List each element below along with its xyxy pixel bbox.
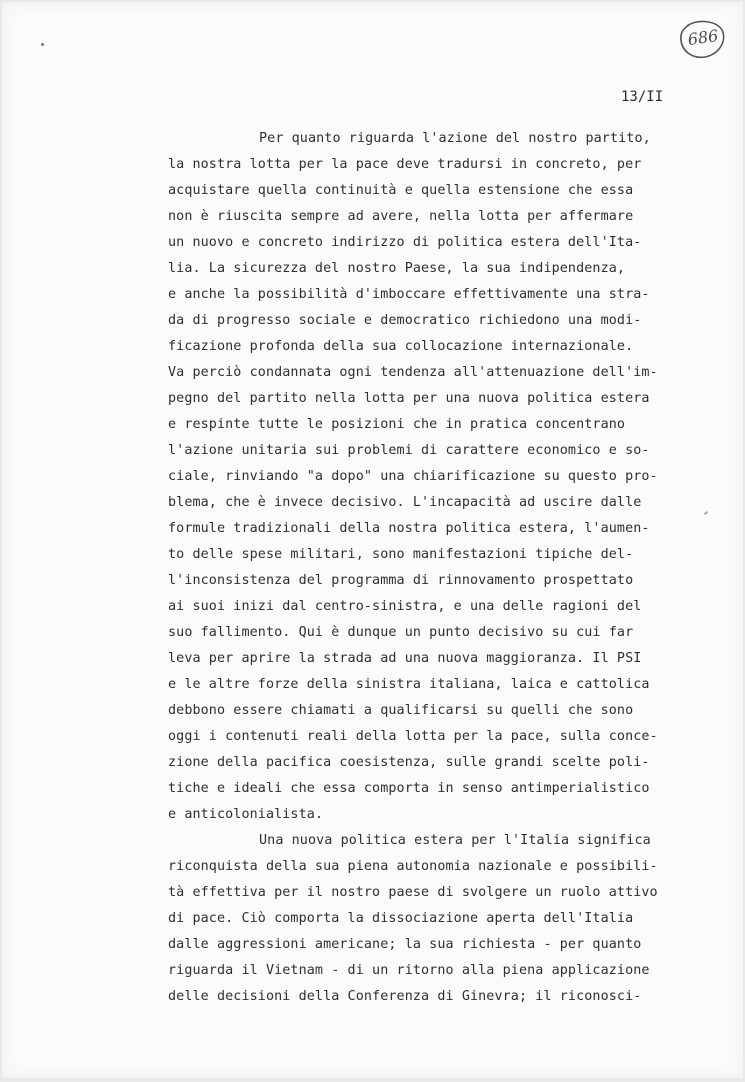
text-line: acquistare quella continuità e quella estensione che essa (168, 183, 634, 198)
text-line: formule tradizionali della nostra politica estera, l'aumen- (168, 521, 650, 536)
text-line: ficazione profonda della sua collocazione internazionale. (168, 339, 634, 354)
text-line: un nuovo e concreto indirizzo di politica estera dell'Ita- (168, 235, 642, 250)
body-text (2, 2, 743, 1078)
text-line: e respinte tutte le posizioni che in pratica concentrano (168, 417, 626, 432)
text-line: di pace. Ciò comporta la dissociazione aperta dell'Italia (168, 911, 634, 926)
text-line: Per quanto riguarda l'azione del nostro partito, (259, 131, 651, 146)
text-line: to delle spese militari, sono manifestazioni tipiche del- (168, 547, 634, 562)
text-line: debbono essere chiamati a qualificarsi su quelli che sono (168, 703, 634, 718)
text-line: Va perciò condannata ogni tendenza all'attenuazione dell'im- (168, 365, 658, 380)
page-number: 13/II (621, 89, 664, 105)
text-line: tà effettiva per il nostro paese di svolgere un ruolo attivo (168, 885, 658, 900)
text-line: riconquista della sua piena autonomia nazionale e possibili- (168, 859, 658, 874)
text-line: e anticolonialista. (168, 807, 324, 822)
text-line: dalle aggressioni americane; la sua richiesta - per quanto (168, 937, 642, 952)
text-line: delle decisioni della Conferenza di Ginevra; il riconosci- (168, 989, 642, 1004)
text-line: oggi i contenuti reali della lotta per la pace, sulla conce- (168, 729, 658, 744)
text-line: pegno del partito nella lotta per una nuova politica estera (168, 391, 650, 406)
text-line: l'inconsistenza del programma di rinnovamento prospettato (168, 573, 634, 588)
text-line: ai suoi inizi dal centro-sinistra, e una delle ragioni del (168, 599, 642, 614)
text-line: da di progresso sociale e democratico richiedono una modi- (168, 313, 642, 328)
text-line: blema, che è invece decisivo. L'incapacità ad uscire dalle (168, 495, 642, 510)
text-line: la nostra lotta per la pace deve tradursi in concreto, per (168, 157, 642, 172)
archive-stamp-number: 686 (686, 25, 720, 50)
text-line: Una nuova politica estera per l'Italia significa (259, 833, 651, 848)
text-line: non è riuscita sempre ad avere, nella lotta per affermare (168, 209, 634, 224)
text-line: suo fallimento. Qui è dunque un punto decisivo su cui far (168, 625, 634, 640)
text-line: leva per aprire la strada ad una nuova maggioranza. Il PSI (168, 651, 642, 666)
text-line: tiche e ideali che essa comporta in senso antimperialistico (168, 781, 650, 796)
text-line: riguarda il Vietnam - di un ritorno alla piena applicazione (168, 963, 650, 978)
text-line: lia. La sicurezza del nostro Paese, la sua indipendenza, (168, 261, 626, 276)
document-page (2, 2, 743, 1078)
text-line: l'azione unitaria sui problemi di carattere economico e so- (168, 443, 650, 458)
text-line: ciale, rinviando "a dopo" una chiarificazione su questo pro- (168, 469, 658, 484)
text-line: zione della pacifica coesistenza, sulle grandi scelte poli- (168, 755, 650, 770)
text-line: e anche la possibilità d'imboccare effettivamente una stra- (168, 287, 650, 302)
text-line: e le altre forze della sinistra italiana, laica e cattolica (168, 677, 650, 692)
